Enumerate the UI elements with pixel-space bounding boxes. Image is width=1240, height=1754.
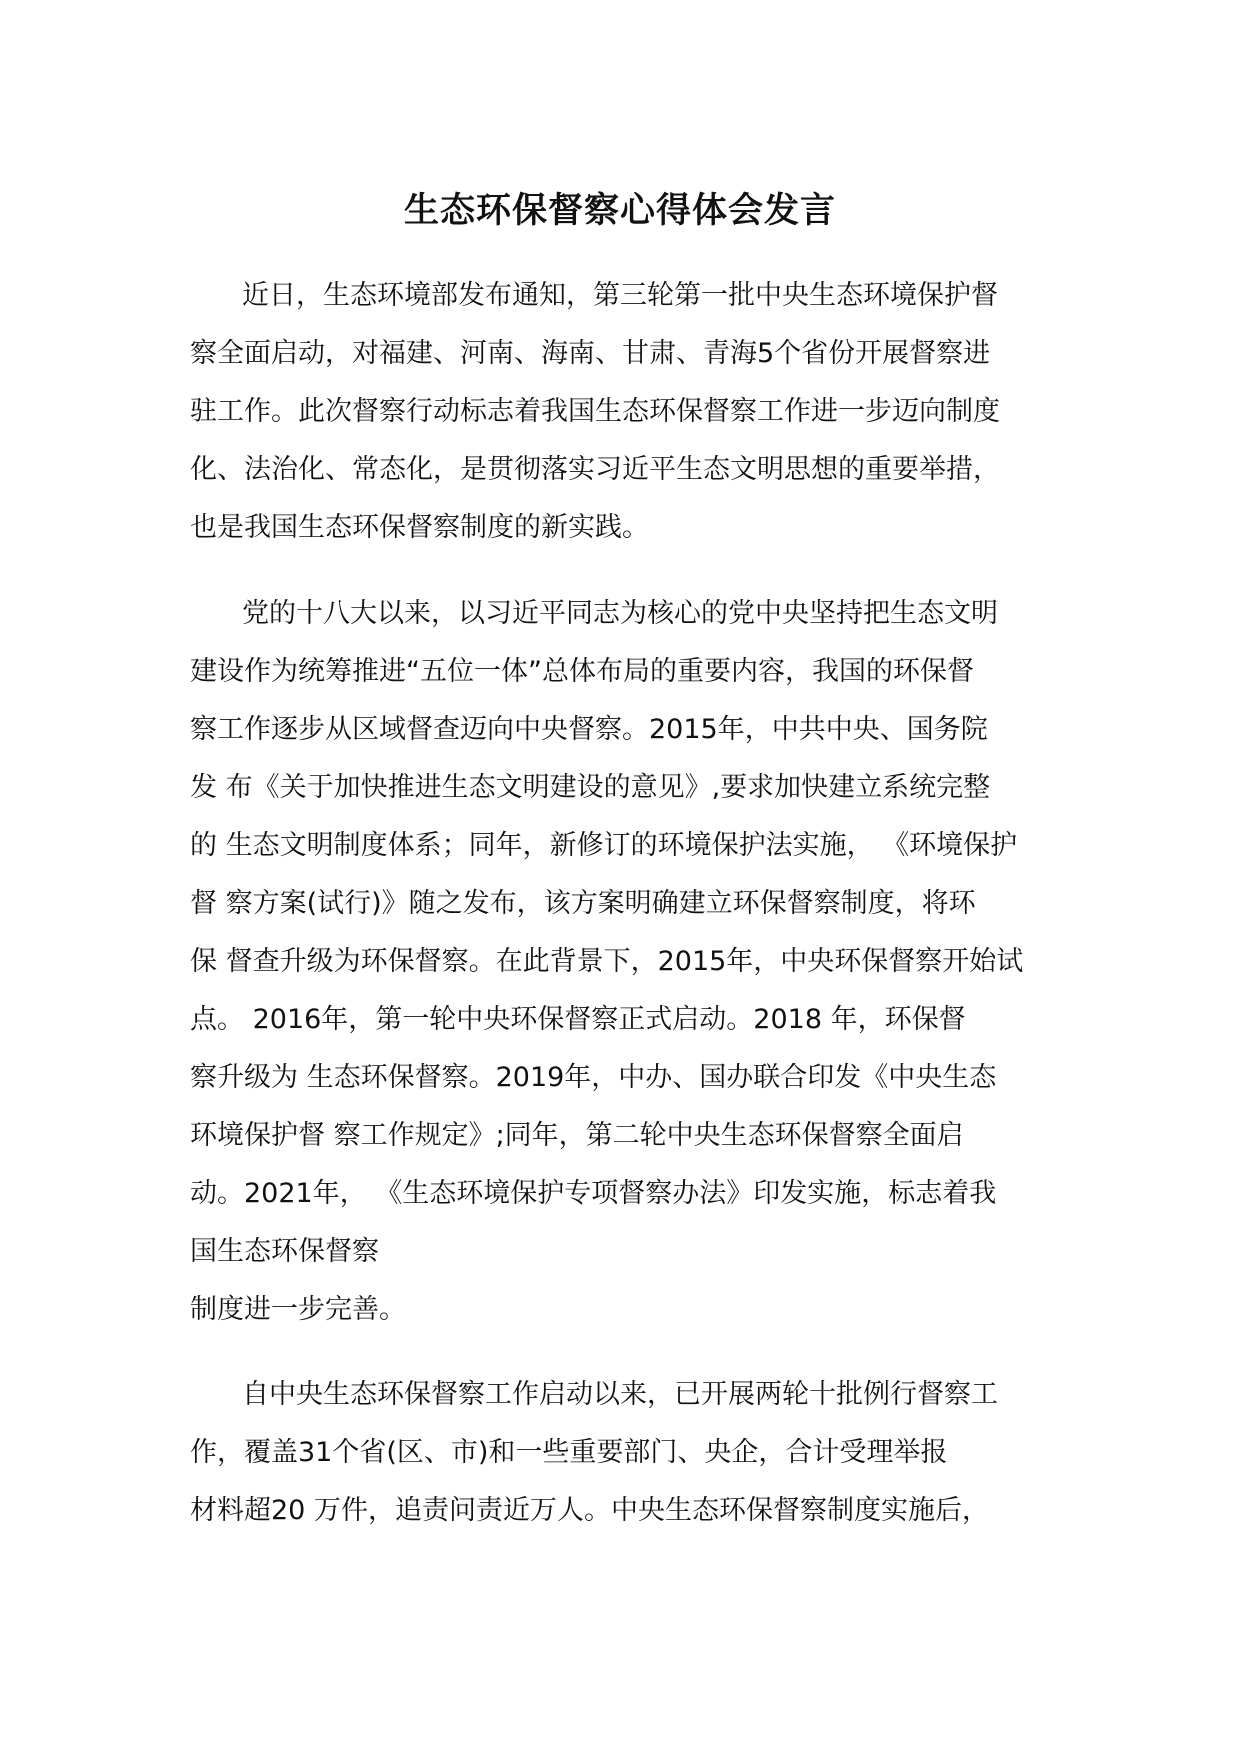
paragraph-line: 也是我国生态环保督察制度的新实践。 — [190, 512, 649, 543]
paragraph-line: 驻工作。此次督察行动标志着我国生态环保督察工作进一步迈向制度 — [190, 396, 1000, 427]
paragraph-line: 材料超20 万件，追责问责近万人。中央生态环保督察制度实施后， — [190, 1495, 989, 1526]
paragraph-line: 作，覆盖31个省(区、市)和一些重要部门、央企，合计受理举报 — [190, 1437, 948, 1468]
paragraph-line: 察工作逐步从区域督查迈向中央督察。2015年，中共中央、国务院 — [190, 714, 988, 745]
paragraph-2 — [190, 585, 1070, 1339]
paragraph-line: 制度进一步完善。 — [190, 1294, 406, 1325]
paragraph-line: 国生态环保督察 — [190, 1236, 379, 1267]
paragraph-line: 环境保护督 察工作规定》;同年，第二轮中央生态环保督察全面启 — [190, 1120, 964, 1151]
paragraph-line: 自中央生态环保督察工作启动以来，已开展两轮十批例行督察工 — [242, 1379, 998, 1410]
paragraph-line: 点。 2016年，第一轮中央环保督察正式启动。2018 年，环保督 — [190, 1004, 966, 1035]
paragraph-line: 动。2021年， 《生态环境保护专项督察办法》印发实施，标志着我 — [190, 1178, 997, 1209]
paragraph-line: 保 督查升级为环保督察。在此背景下，2015年，中央环保督察开始试 — [190, 946, 1024, 977]
paragraph-line: 察全面启动，对福建、河南、海南、甘肃、青海5个省份开展督察进 — [190, 338, 991, 369]
page-title: 生态环保督察心得体会发言 — [403, 191, 836, 231]
paragraph-line: 督 察方案(试行)》随之发布，该方案明确建立环保督察制度，将环 — [190, 888, 976, 919]
paragraph-line: 的 生态文明制度体系；同年，新修订的环境保护法实施， 《环境保护 — [190, 830, 1018, 861]
paragraph-line: 党的十八大以来，以习近平同志为核心的党中央坚持把生态文明 — [242, 598, 998, 629]
paragraph-line: 发 布《关于加快推进生态文明建设的意见》,要求加快建立系统完整 — [190, 772, 991, 803]
paragraph-3 — [190, 1366, 1070, 1540]
paragraph-1 — [190, 267, 1070, 557]
paragraph-line: 察升级为 生态环保督察。2019年，中办、国办联合印发《中央生态 — [190, 1062, 997, 1093]
paragraph-line: 化、法治化、常态化，是贯彻落实习近平生态文明思想的重要举措， — [190, 454, 1000, 485]
paragraph-line: 近日，生态环境部发布通知，第三轮第一批中央生态环境保护督 — [242, 280, 998, 311]
paragraph-line: 建设作为统筹推进“五位一体”总体布局的重要内容，我国的环保督 — [190, 656, 974, 687]
